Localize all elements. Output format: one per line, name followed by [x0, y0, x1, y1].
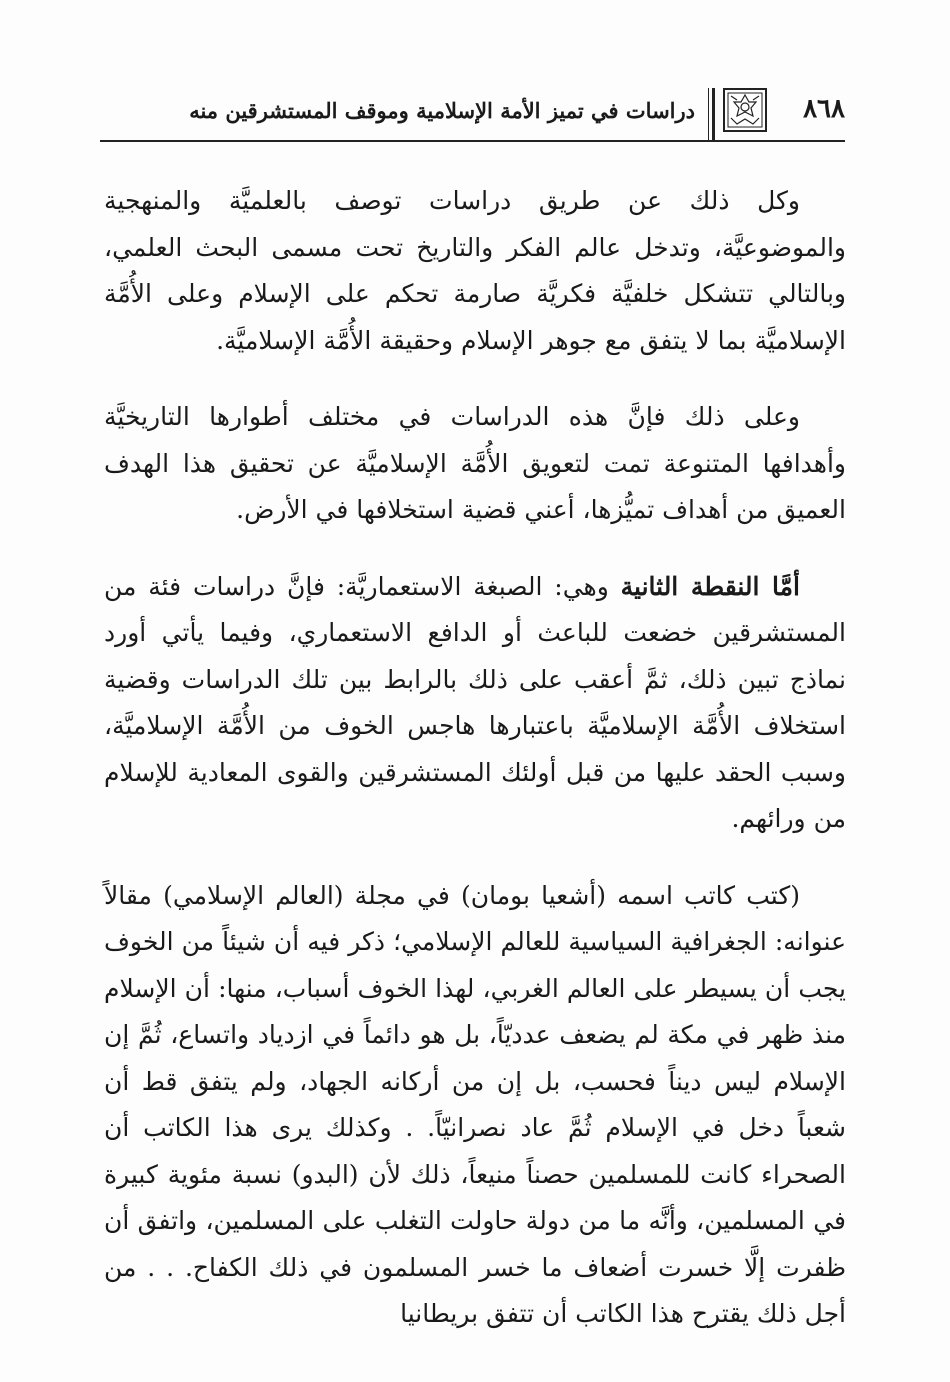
paragraph: وعلى ذلك فإنَّ هذه الدراسات في مختلف أطوارها التاريخيَّة وأهدافها المتنوعة تمت لتعويق الأُمَّة الإسلاميَّة عن تحقيق هذا الهدف العميق من أهداف تميُّزها، أعني قضية استخلافها في الأرض.	[104, 402, 846, 524]
header-divider	[712, 88, 715, 140]
ornament-icon	[723, 88, 767, 132]
running-header	[100, 84, 845, 142]
paragraph-lead-heading: أمَّا النقطة الثانية	[620, 571, 801, 601]
main-text	[104, 178, 846, 1356]
running-title: دراسات في تميز الأمة الإسلامية وموقف المستشرقين منه	[189, 98, 695, 123]
paragraph-text: وهي: الصبغة الاستعماريَّة: فإنَّ دراسات فئة من المستشرقين خضعت للباعث أو الدافع الاستعماري، وفيما يأتي أورد نماذج تبين ذلك، ثمَّ أعقب على ذلك بالرابط بين تلك الدراسات وقضية استخلاف الأُمَّة الإسلاميَّة باعتبارها هاجس الخوف من الأُمَّة الإسلاميَّة، وسبب الحقد عليها من قبل أولئك المستشرقين والقوى المعادية للإسلام من ورائهم.	[104, 571, 846, 833]
paragraph	[104, 564, 846, 843]
paragraph: (كتب كاتب اسمه (أشعيا بومان) في مجلة (العالم الإسلامي) مقالاً عنوانه: الجغرافية السياسية للعالم الإسلامي؛ ذكر فيه أن شيئاً من الخوف يجب أن يسيطر على العالم الغربي، لهذا الخوف أسباب، منها: أن الإسلام منذ ظهر في مكة لم يضعف عدديّاً، بل هو دائماً في ازدياد واتساع، ثُمَّ إن الإسلام ليس ديناً فحسب، بل إن من أركانه الجهاد، ولم يتفق قط أن شعباً دخل في الإسلام ثُمَّ عاد نصرانيّاً. . وكذلك يرى هذا الكاتب أن الصحراء كانت للمسلمين حصناً منيعاً، ذلك لأن (البدو) نسبة مئوية كبيرة في المسلمين، وأنَّه ما من دولة حاولت التغلب على المسلمين، واتفق أن ظفرت إلَّا خسرت أضعاف ما خسر المسلمون في ذلك الكفاح. . . من أجل ذلك يقترح هذا الكاتب أن تتفق بريطانيا	[104, 880, 846, 1328]
page-number: ٨٦٨	[803, 94, 845, 124]
header-divider-thin	[708, 88, 709, 140]
paragraph: وكل ذلك عن طريق دراسات توصف بالعلميَّة والمنهجية والموضوعيَّة، وتدخل عالم الفكر والتاريخ تحت مسمى البحث العلمي، وبالتالي تتشكل خلفيَّة فكريَّة صارمة تحكم على الإسلام وعلى الأُمَّة الإسلاميَّة بما لا يتفق مع جوهر الإسلام وحقيقة الأُمَّة الإسلاميَّة.	[104, 186, 846, 355]
